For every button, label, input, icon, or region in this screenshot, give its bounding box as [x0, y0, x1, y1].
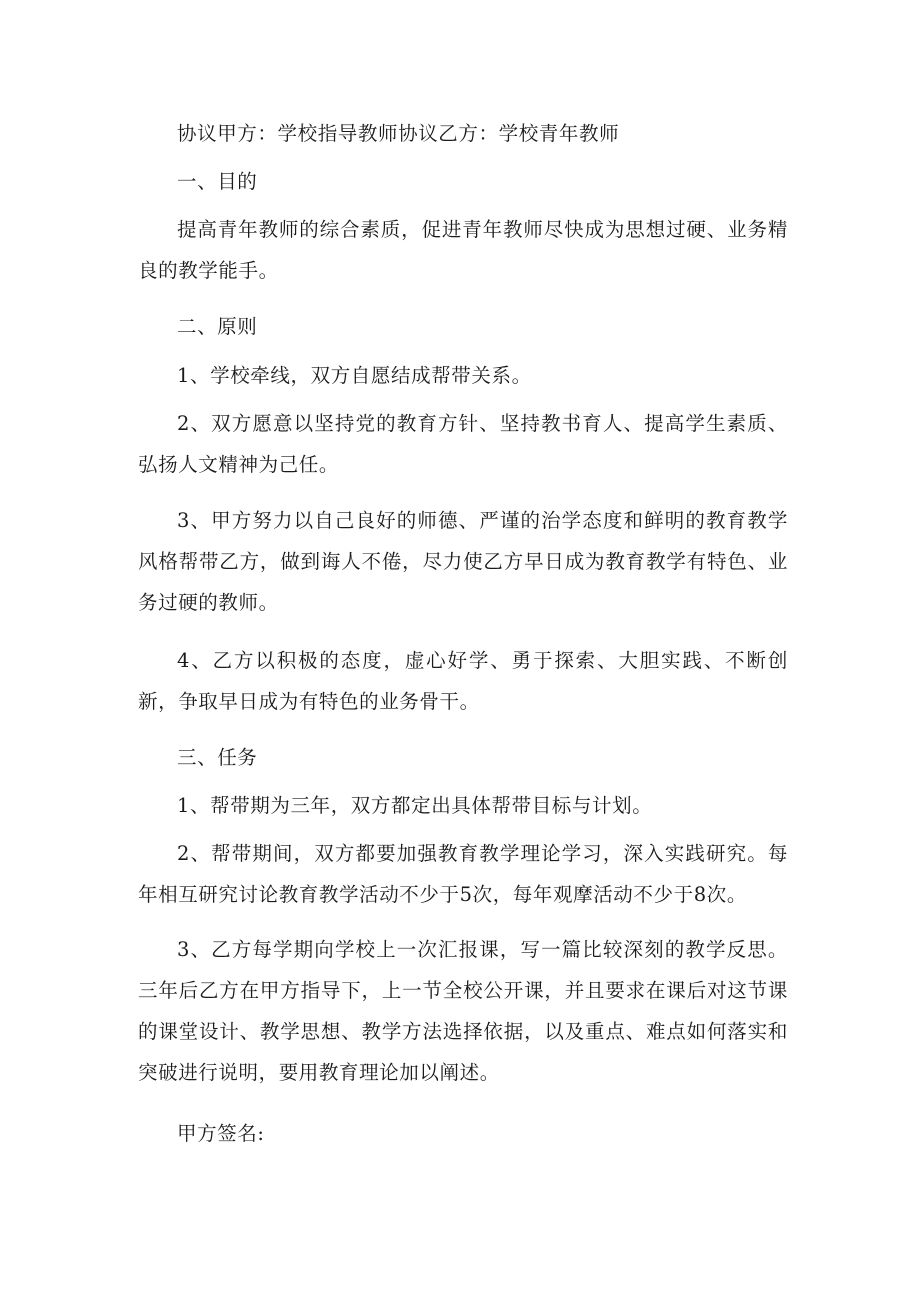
parties-line: 协议甲方：学校指导教师协议乙方：学校青年教师 [177, 122, 620, 145]
task-item: 3、乙方每学期向学校上一次汇报课，写一篇比较深刻的教学反思。三年后乙方在甲方指导下，上一节全校公开课，并且要求在课后对这节课的课堂设计、教学思想、教学方法选择依据，以及重点、难点如何落实和突破进行说明，要用教育理论加以阐述。 [138, 938, 788, 1084]
task-item: 1、帮带期为三年，双方都定出具体帮带目标与计划。 [177, 794, 653, 817]
task-item: 2、帮带期间，双方都要加强教育教学理论学习，深入实践研究。每年相互研究讨论教育教学活动不少于5次，每年观摩活动不少于8次。 [138, 842, 788, 906]
signature-label: 甲方签名: [177, 1122, 265, 1145]
section-heading-tasks: 三、任务 [177, 746, 258, 769]
principle-item: 1、学校牵线，双方自愿结成帮带关系。 [177, 364, 532, 387]
purpose-paragraph: 提高青年教师的综合素质，促进青年教师尽快成为思想过硬、业务精良的教学能手。 [138, 218, 788, 282]
principle-item: 2、双方愿意以坚持党的教育方针、坚持教书育人、提高学生素质、弘扬人文精神为己任。 [138, 412, 788, 476]
section-heading-purpose: 一、目的 [177, 170, 258, 193]
principle-item: 3、甲方努力以自己良好的师德、严谨的治学态度和鲜明的教育教学风格帮带乙方，做到诲人不倦，尽力使乙方早日成为教育教学有特色、业务过硬的教师。 [138, 509, 788, 614]
section-heading-principles: 二、原则 [177, 315, 258, 338]
principle-item: 4、乙方以积极的态度，虚心好学、勇于探索、大胆实践、不断创新，争取早日成为有特色的业务骨干。 [138, 649, 788, 713]
